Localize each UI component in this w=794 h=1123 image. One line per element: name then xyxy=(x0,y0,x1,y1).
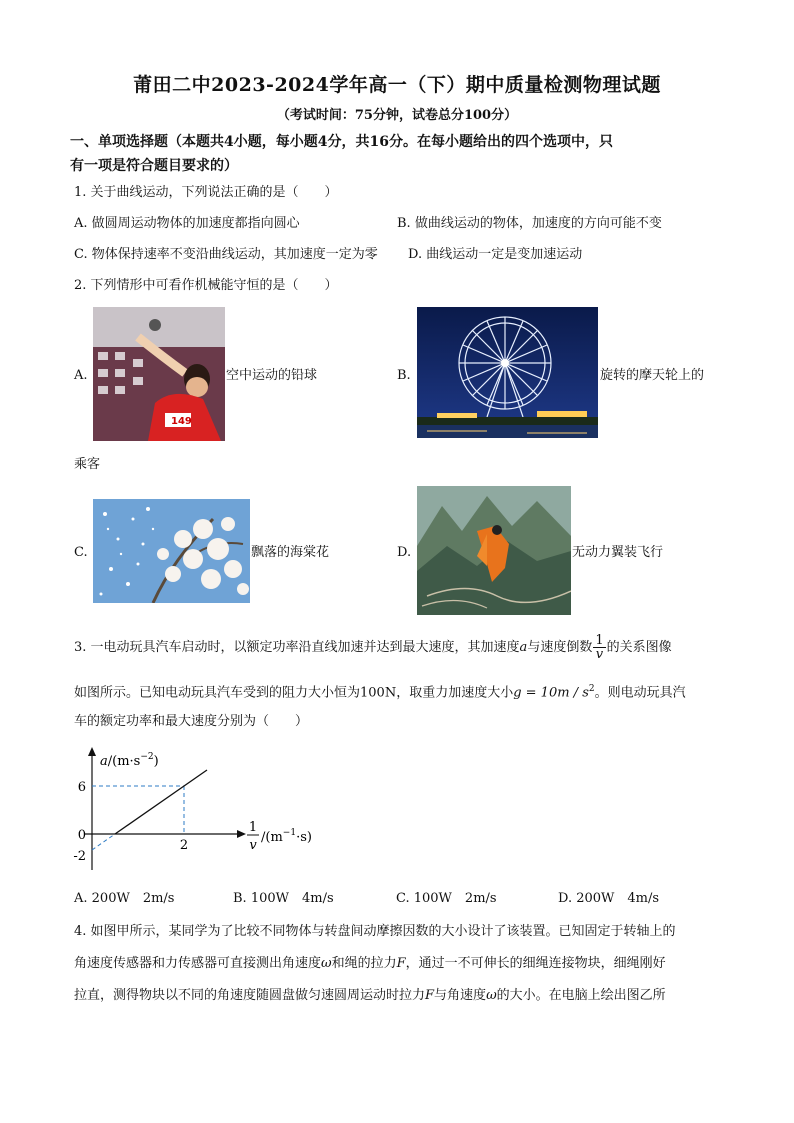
q3-text-2b: 。则电动玩具汽 xyxy=(594,685,686,701)
q3-option-c: C. 100W 2m/s xyxy=(396,891,497,906)
q3-frac-num: 1 xyxy=(595,633,604,648)
ytick-6: 6 xyxy=(77,780,86,795)
q3-var-a: a xyxy=(519,640,528,655)
q4-text-3a: 拉直，测得物块以不同的角速度随圆盘做匀速圆周运动时拉力 xyxy=(74,988,426,1003)
x-axis-arrow xyxy=(237,830,246,838)
ytick-0: 0 xyxy=(77,828,86,843)
q3-text-1a: 3. 一电动玩具汽车启动时，以额定功率沿直线加速并达到最大速度，其加速度 xyxy=(74,640,520,655)
q3-text-1c: 的关系图像 xyxy=(606,640,672,655)
exam-info: （考试时间：75分钟，试卷总分100分） xyxy=(276,108,518,123)
ytick-minus2: -2 xyxy=(73,849,86,864)
x-axis-label-unit: $/(m^{-1}\cdot s)$ xyxy=(261,828,312,845)
q2-option-a-text: 空中运动的铅球 xyxy=(226,368,318,383)
data-line xyxy=(115,770,207,834)
q4-omega-2: ω xyxy=(486,988,497,1003)
q2-option-b-text-cont: 乘客 xyxy=(74,457,101,472)
ferris-wheel-photo xyxy=(417,307,598,438)
q2-option-a-letter: A. xyxy=(74,368,88,383)
y-axis-label: $a/(m\cdot s^{-2})$ xyxy=(100,752,159,769)
q2-option-b-text: 旋转的摩天轮上的 xyxy=(600,368,705,383)
q3-option-b: B. 100W 4m/s xyxy=(233,891,334,906)
q1-option-c: C. 物体保持速率不变沿曲线运动，其加速度一定为零 xyxy=(74,247,378,262)
q3-stem-line3: 车的额定功率和最大速度分别为（ ） xyxy=(74,714,309,729)
q4-omega: ω xyxy=(321,956,332,971)
q3-stem-line1 xyxy=(74,634,734,661)
q3-graph xyxy=(70,745,330,875)
x-axis-label-den: v xyxy=(249,838,257,853)
q3-option-d: D. 200W 4m/s xyxy=(558,891,660,906)
x-axis-label-num: 1 xyxy=(248,820,258,835)
xtick-2: 2 xyxy=(179,838,189,853)
q2-option-d-text: 无动力翼装飞行 xyxy=(572,545,664,560)
q1-option-b: B. 做曲线运动的物体，加速度的方向可能不变 xyxy=(397,216,662,231)
falling-blossoms-photo xyxy=(93,499,250,603)
q3-stem-line2 xyxy=(74,679,686,703)
section-heading-line1: 一、单项选择题（本题共4小题，每小题4分，共16分。在每小题给出的四个选项中，只 xyxy=(70,134,613,150)
wingsuit-photo xyxy=(417,486,571,615)
q4-text-3b: 与角速度 xyxy=(434,988,487,1003)
svg-text:149: 149 xyxy=(171,416,192,427)
q3-gravity: g = 10m / s xyxy=(513,685,589,701)
q2-option-d-letter: D. xyxy=(397,545,412,560)
paper-title: 莆田二中2023-2024学年高一（下）期中质量检测物理试题 xyxy=(133,74,661,96)
q2-stem: 2. 下列情形中可看作机械能守恒的是（ ） xyxy=(74,278,338,293)
q2-option-c-text: 飘落的海棠花 xyxy=(251,545,330,560)
q4-force: F xyxy=(396,956,406,971)
q3-frac-den: v xyxy=(595,647,604,662)
y-axis-arrow xyxy=(88,747,96,756)
q4-text-2c: ，通过一不可伸长的细绳连接物块，细绳刚好 xyxy=(405,956,666,971)
q4-text-3c: 的大小。在电脑上绘出图乙所 xyxy=(496,988,666,1003)
q1-stem: 1. 关于曲线运动，下列说法正确的是（ ） xyxy=(74,185,338,200)
q1-option-a: A. 做圆周运动物体的加速度都指向圆心 xyxy=(74,216,300,231)
q3-option-a: A. 200W 2m/s xyxy=(74,891,175,906)
q2-option-c-letter: C. xyxy=(74,545,88,560)
q3-gravity-sup: 2 xyxy=(588,684,595,694)
shot-put-photo xyxy=(93,307,225,441)
q4-line1: 4. 如图甲所示，某同学为了比较不同物体与转盘间动摩擦因数的大小设计了该装置。已知固定于转轴上的 xyxy=(74,924,676,939)
q4-line2 xyxy=(74,954,666,974)
section-heading-line2: 有一项是符合题目要求的） xyxy=(70,158,238,174)
q4-text-2a: 角速度传感器和力传感器可直接测出角速度 xyxy=(74,956,322,971)
q2-option-b-letter: B. xyxy=(397,368,411,383)
section-heading xyxy=(70,130,730,178)
q3-text-2a: 如图所示。已知电动玩具汽车受到的阻力大小恒为100N，取重力加速度大小 xyxy=(74,685,514,701)
q4-force-2: F xyxy=(425,988,435,1003)
q4-line3 xyxy=(74,986,666,1006)
q1-option-d: D. 曲线运动一定是变加速运动 xyxy=(408,247,583,262)
q4-text-2b: 和绳的拉力 xyxy=(331,956,397,971)
line-extension-dashed xyxy=(92,834,115,850)
q3-text-1b: 与速度倒数 xyxy=(527,640,593,655)
q3-fraction xyxy=(593,634,605,661)
